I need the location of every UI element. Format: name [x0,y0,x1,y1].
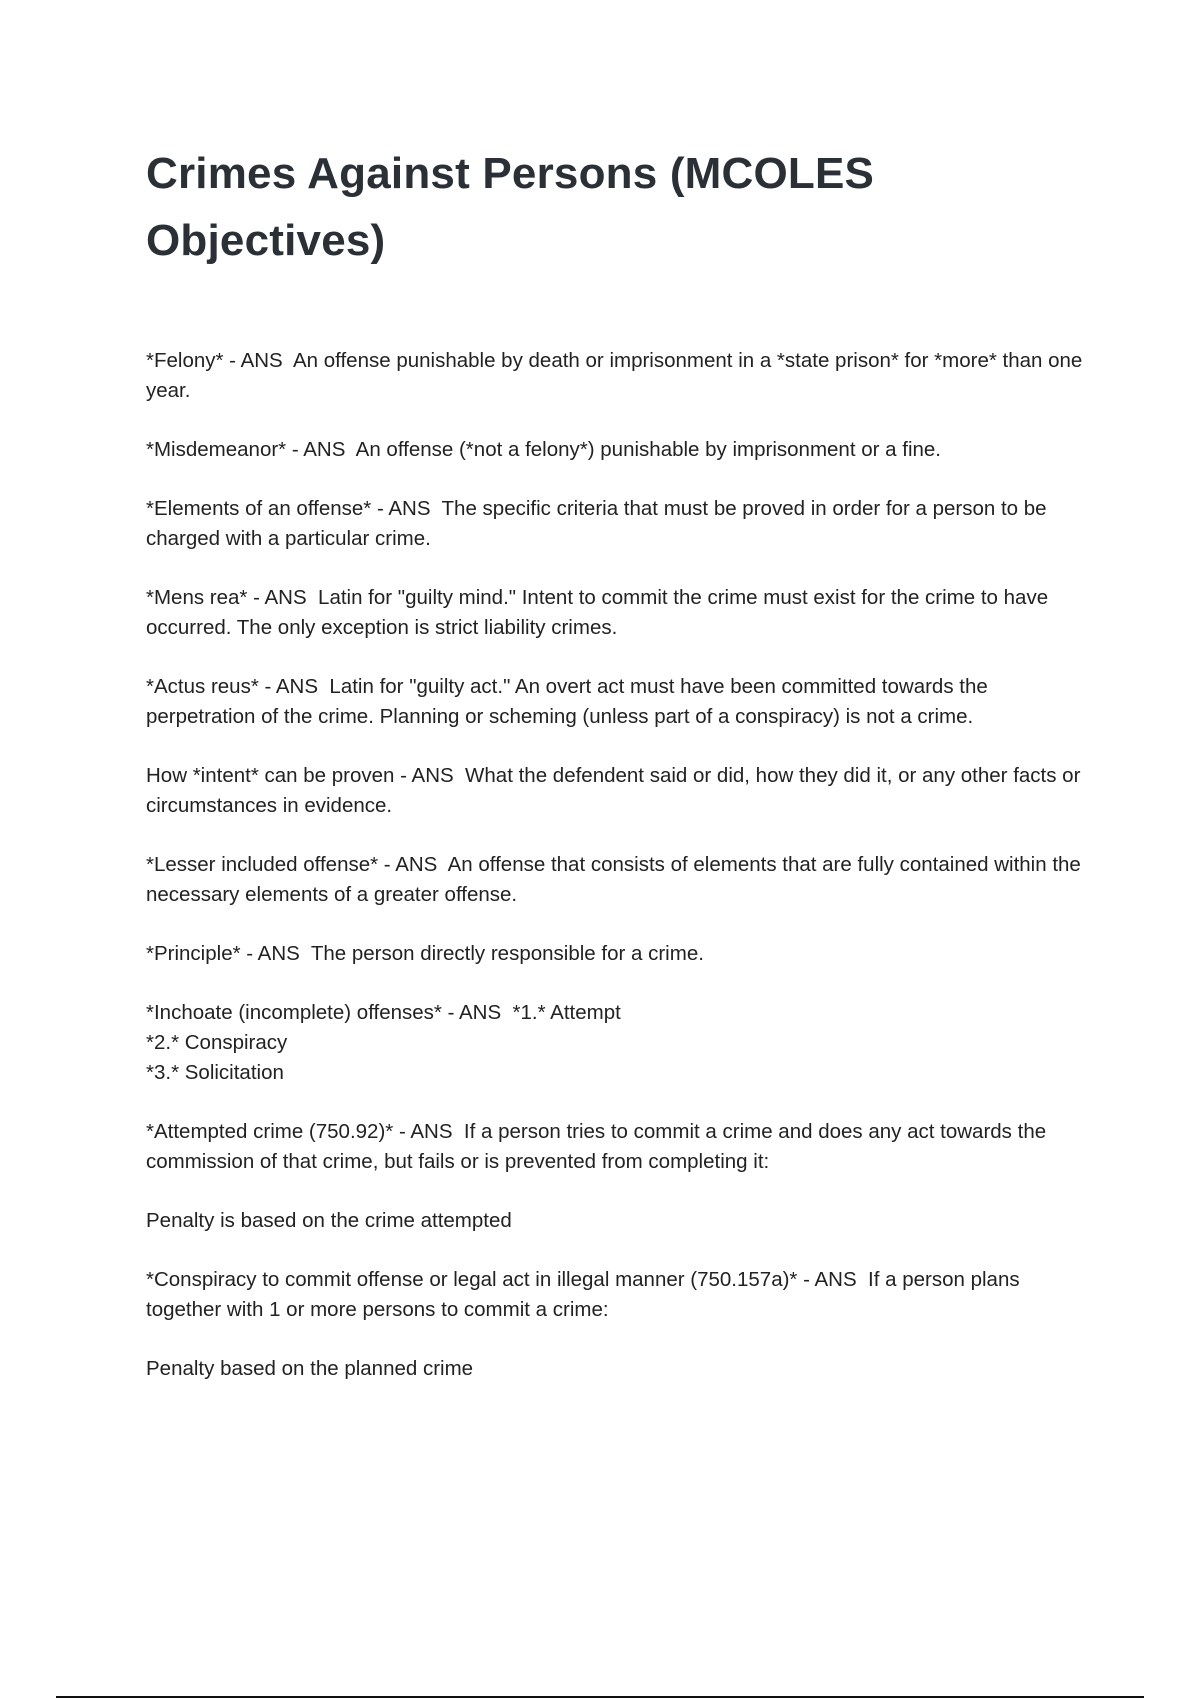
page-bottom-divider [56,1696,1144,1698]
entry-actus-reus: *Actus reus* - ANS Latin for "guilty act." An overt act must have been committed towards the perpetration of the crime. Planning or scheming (unless part of a conspiracy) is not a crime. [146,675,994,728]
entry-conspiracy-penalty: Penalty based on the planned crime [146,1357,474,1380]
document-title: Crimes Against Persons (MCOLES Objectives) [146,149,875,265]
entry-intent-proof: How *intent* can be proven - ANS What the defendent said or did, how they did it, or any other facts or circumstances in evidence. [146,764,1087,817]
entry-lesser-included-offense: *Lesser included offense* - ANS An offense that consists of elements that are fully contained within the necessary elements of a greater offense. [146,853,1087,906]
entry-inchoate-offenses: *Inchoate (incomplete) offenses* - ANS *1.* Attempt *2.* Conspiracy *3.* Solicitation [146,1001,621,1084]
entry-attempt-penalty: Penalty is based on the crime attempted [146,1209,512,1232]
document-page [146,140,1096,1413]
entry-conspiracy: *Conspiracy to commit offense or legal act in illegal manner (750.157a)* - ANS If a person plans together with 1 or more persons to commit a crime: [146,1268,1026,1321]
entry-elements-of-offense: *Elements of an offense* - ANS The specific criteria that must be proved in order for a person to be charged with a particular crime. [146,497,1053,550]
entry-mens-rea: *Mens rea* - ANS Latin for "guilty mind." Intent to commit the crime must exist for the crime to have occurred. The only exception is strict liability crimes. [146,586,1054,639]
entry-list [146,346,1096,1384]
entry-felony: *Felony* - ANS An offense punishable by death or imprisonment in a *state prison* for *more* than one year. [146,349,1089,402]
entry-principle: *Principle* - ANS The person directly responsible for a crime. [146,942,704,965]
entry-attempted-crime: *Attempted crime (750.92)* - ANS If a person tries to commit a crime and does any act towards the commission of that crime, but fails or is prevented from completing it: [146,1120,1052,1173]
entry-misdemeanor: *Misdemeanor* - ANS An offense (*not a felony*) punishable by imprisonment or a fine. [146,438,941,461]
